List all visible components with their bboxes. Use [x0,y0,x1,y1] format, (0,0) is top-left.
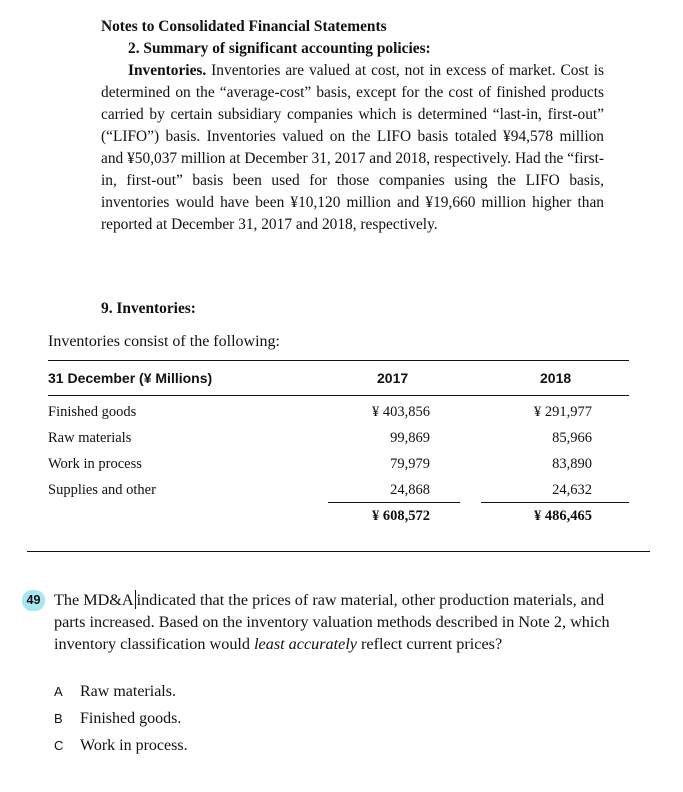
header-2018: 2018 [540,370,572,386]
text-cursor [135,590,136,609]
row-label: Work in process [48,456,142,472]
inventories-intro: Inventories consist of the following: [48,333,280,350]
sum-rule-2017 [328,502,460,503]
value-2018: 24,632 [552,482,592,498]
row-label: Supplies and other [48,482,156,498]
stem-emphasis: least accurately [254,635,357,653]
stem-part-c: reflect current prices? [361,635,503,653]
value-2017: 79,979 [390,456,430,472]
value-2017: 24,868 [390,482,430,498]
policy-text: Inventories are valued at cost, not in excess of market. Cost is determined on the “average-cost” basis, except for the cost of finished products carried by certain subsidiary companies which is determined “last-in, first-out” (“LIFO”) basis. Inventories valued on the LIFO basis totaled ¥94,578 million and ¥50,037 million at December 31, 2017 and 2018, respectively. Had the “first-in, first-out” basis been used for those companies using the LIFO basis, inventories would have been ¥10,120 million and ¥19,660 million higher than reported at December 31, 2017 and 2018, respectively. [101,62,604,233]
question-number-badge: 49 [22,590,45,611]
table-row [48,456,629,478]
answer-option-c[interactable] [54,737,188,755]
notes-section [101,16,604,236]
inventories-title: 9. Inventories: [101,300,196,317]
option-key: B [54,711,63,726]
header-rule [48,395,629,396]
row-label: Raw materials [48,430,132,446]
stem-part-a: The MD&A [54,591,134,609]
stem-part-b: indicated that the prices of raw material, other production materials, and parts increased. Based on the inventory valuation methods described in Note 2, which inventory classification would [54,591,610,653]
section-divider [27,551,650,552]
option-text: Raw materials. [80,683,176,700]
notes-title: Notes to Consolidated Financial Statements [101,18,387,35]
value-2018: 83,890 [552,456,592,472]
sum-rule-2018 [481,502,629,503]
header-label: 31 December (¥ Millions) [48,370,213,386]
table-row [48,482,629,504]
value-2018: 85,966 [552,430,592,446]
option-text: Work in process. [80,737,188,754]
table-row [48,430,629,452]
value-2018: ¥ 291,977 [534,404,592,420]
total-2018: ¥ 486,465 [534,508,592,524]
inventories-policy-paragraph [101,60,604,236]
header-2017: 2017 [377,370,409,386]
table-top-rule [48,360,629,361]
answer-option-a[interactable] [54,683,176,701]
inventories-lead: Inventories. [128,62,207,79]
table-row [48,404,629,426]
answer-option-b[interactable] [54,710,181,728]
policies-heading: 2. Summary of significant accounting policies: [128,40,431,57]
option-text: Finished goods. [80,710,182,727]
question-stem [54,589,636,655]
value-2017: ¥ 403,856 [372,404,430,420]
total-2017: ¥ 608,572 [372,508,430,524]
row-label: Finished goods [48,404,137,420]
value-2017: 99,869 [390,430,430,446]
option-key: A [54,684,63,699]
option-key: C [54,738,64,753]
